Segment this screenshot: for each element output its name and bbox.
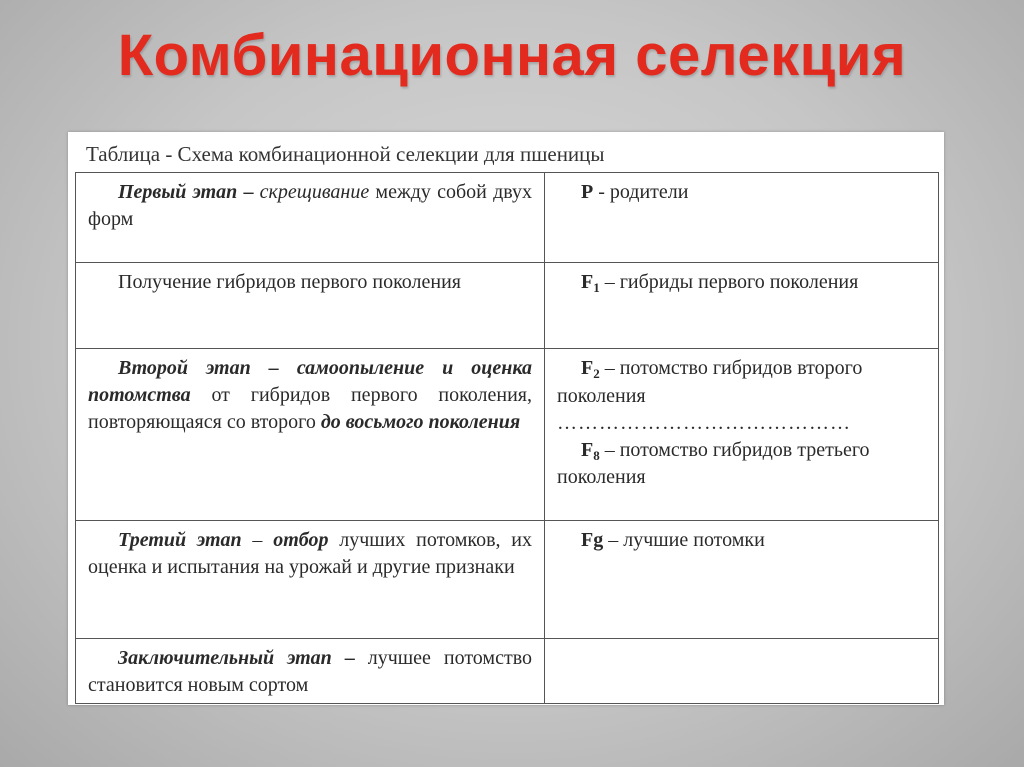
table-row	[76, 521, 939, 639]
table-row	[76, 349, 939, 521]
stage-cell	[76, 639, 545, 704]
notation-symbol: F	[581, 271, 594, 293]
ellipsis-separator: ……………………………………	[557, 411, 851, 434]
stage-cell	[76, 349, 545, 521]
notation-cell	[545, 521, 939, 639]
notation-text: - родители	[598, 181, 689, 203]
stage-description: от гибридов первого поколения, повторяющаяся со второго	[88, 384, 533, 433]
notation-symbol: P	[581, 181, 594, 203]
stage-action: самоопыление и оценка потомства	[88, 357, 533, 406]
notation-subscript: 1	[593, 280, 600, 295]
stage-name: Третий этап	[118, 529, 242, 551]
stage-action: скрещивание	[259, 181, 370, 203]
notation-cell	[545, 173, 939, 263]
stage-action: отбор	[273, 529, 329, 551]
notation-cell	[545, 263, 939, 349]
notation-cell	[545, 639, 939, 704]
stage-dash: –	[243, 181, 254, 203]
table-row	[76, 263, 939, 349]
stage-dash: –	[252, 529, 263, 551]
stage-description: лучших потомков, их оценка и испытания на урожай и другие признаки	[88, 529, 533, 578]
notation-text: – потомство гибридов третьего поколения	[557, 438, 870, 489]
stage-cell	[76, 173, 545, 263]
stage-name: Заключительный этап	[118, 647, 332, 669]
stage-cell	[76, 263, 545, 349]
table-row	[76, 639, 939, 704]
notation-symbol: F	[581, 438, 594, 461]
notation-symbol: Fg	[581, 529, 604, 551]
selection-scheme-table	[75, 172, 939, 704]
notation-text: – гибриды первого поколения	[604, 271, 859, 293]
scanned-table-image	[68, 132, 944, 705]
table-row	[76, 173, 939, 263]
stage-description: между собой двух форм	[88, 181, 532, 230]
notation-subscript: 8	[593, 447, 600, 463]
notation-text: – лучшие потомки	[608, 529, 765, 551]
notation-text: – потомство гибридов второго поколения	[557, 357, 863, 407]
stage-description: лучшее потомство становится новым сортом	[88, 647, 533, 696]
stage-dash: –	[268, 357, 279, 379]
notation-subscript: 2	[593, 366, 600, 381]
notation-symbol: F	[581, 357, 594, 379]
stage-description: Получение гибридов первого поколения	[118, 271, 461, 293]
stage-name: Второй этап	[118, 357, 251, 379]
stage-tail: до восьмого поколения	[320, 411, 521, 433]
table-caption: Таблица - Схема комбинационной селекции для пшеницы	[86, 142, 605, 166]
stage-name: Первый этап	[118, 181, 238, 203]
notation-cell	[545, 349, 939, 521]
stage-dash: –	[344, 647, 355, 669]
stage-cell	[76, 521, 545, 639]
slide-title: Комбинационная селекция	[117, 23, 907, 88]
